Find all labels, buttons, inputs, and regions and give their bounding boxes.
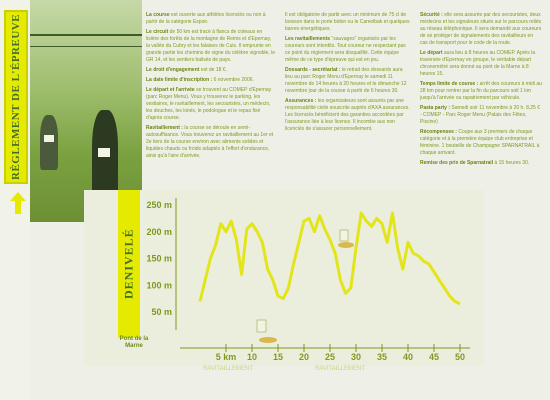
paragraph: Le départ et l'arrivée se trouvent au COMEP d'Epernay (parc Roger Menu). Vous y trouverez le parking, les vestiaires, le ravitaillement, les secouristes, un médecin, les douches, les kinés, le podologue et le repas fixé d'après course. [146,87,272,121]
x-tick-label: 5 km [215,352,237,362]
x-tick-label: 50 [454,352,466,362]
bib-2-shape [98,148,110,157]
paragraph: Le départ aura lieu à 8 heures au COMEP. Après la traversée d'Epernay en groupe, le véritable départ chronométré sera donné au pont de la Marne à 8 heures 15. [420,50,535,77]
y-tick-label: 150 m [146,253,172,264]
paragraph: Sécurité : elle sera assurée par des secouristes, deux médecins et les signaleurs situés sur le parcours reliés au réseau téléphonique. Il sera demandé aux coureurs de se protéger de signalements des ravitailleurs en cas de transport pour le code de la route. [420,12,542,46]
y-tick-label: 50 m [151,307,172,317]
paragraph: Pasta party : Samedi soir 11 novembre à 20 h. 8,25 € - COMEP - Parc Roger Menu (Palais des Fêtes, Piscine) [420,105,540,125]
section-title: RÈGLEMENT DE L'ÉPREUVE [4,10,28,184]
y-tick-label: 200 m [146,226,172,237]
bread-icon [338,242,354,248]
paragraph: Récompenses : Coupe aux 3 premiers de chaque catégorie et à la première équipe club entreprise et féminine. 1 bouteille de Champagne SPARNATRAIL à chaque arrivant. [420,129,540,156]
bread-icon [259,337,277,343]
paragraph: Le circuit de 50 km est tracé à flancs de coteaux en lisière des forêts de la montagne de Reims et d'Epernay, la vallée du Cubry et les falaises de Cuis. Il emprunte en grande partie les chemins de vigne du célèbre vignoble, le GR 14, et les sentiers balisés de pays. [146,29,275,63]
ravito-label-2: RAVITAILLEMENT [314,366,366,372]
x-tick-label: 30 [350,352,362,362]
ravito-label-1: RAVITAILLEMENT [202,366,254,372]
text-column-2 [285,12,410,136]
x-tick-label: 25 [324,352,336,362]
start-label: Pont de la Marne [119,336,149,349]
runner-1-shape [40,115,58,170]
water-glass-icon [257,320,266,332]
y-tick-label: 100 m [146,280,172,291]
y-tick-label: 250 m [146,200,172,210]
paragraph: La date limite d'inscription : 6 novembre 2006. [146,77,254,83]
text-column-3 [420,12,542,170]
text-column-1 [146,12,276,163]
paragraph: La course est ouverte aux athlètes licenciés ou non à partir de la catégorie Espoir. [146,12,266,25]
x-tick-label: 10 [246,352,258,362]
paragraph: Dossards - secrétariat : le retrait des dossards aura lieu au parc Roger Menu d'Epernay le samedi 11 novembre de 14 heures à 20 heures et le dimanche 12 novembre jour de la course à partir de 6 heures 30. [285,67,407,94]
elevation-label: DENIVELÉ [118,190,140,338]
x-tick-label: 20 [298,352,310,362]
elevation-chart [140,190,480,390]
x-tick-label: 40 [402,352,414,362]
bib-1-shape [44,135,54,142]
runners-photo [30,0,142,222]
water-glass-icon [340,230,348,241]
x-tick-label: 45 [428,352,440,362]
paragraph: Remise des prix de Sparnatrail à 15 heures 30. [420,160,530,166]
paragraph: Il est obligatoire de partir avec un minimum de 75 cl de boisson dans le porte bidon ou le Camelbak et quelques barres énergétiques. [285,12,410,32]
paragraph: Les ravitaillements "sauvages" organisés par les coureurs sont interdits. Tout coureur ne respectant pas ce point du règlement sera disqualifié. Cette équipe même de ce type d'épreuve qui est en jeu. [285,36,406,63]
paragraph: Temps limite de course : arrêt des coureurs à midi au 28 km pour rentrer par la fin du parcours soit 1 km jusqu'à l'arrivée ou rapatriement par véhicule. [420,81,542,101]
bridge-shape [30,34,142,47]
elevation-profile-line [200,213,460,304]
x-tick-label: 35 [376,352,388,362]
paragraph: Le droit d'engagement est de 18 €. [146,67,227,73]
arrow-up-icon [10,192,26,214]
x-tick-label: 15 [272,352,284,362]
paragraph: Ravitaillement : la course se déroule en semi-autosuffisance. Vous trouverez un ravitaillement au 1er et 2e tiers de la course environ avec aliments solides et liquides chauds ou froids adaptés à l'effort d'endurance, ainsi qu'à l'aire d'arrivée. [146,125,274,159]
paragraph: Assurances : les organisateurs sont assurés par une responsabilité civile souscrite auprès d'AXA assurances. Les licenciés bénéficient des garanties accordées par l'assurance liée à leur licence. Il incombe aux non licenciés de s'assurer personnellement. [285,98,410,132]
